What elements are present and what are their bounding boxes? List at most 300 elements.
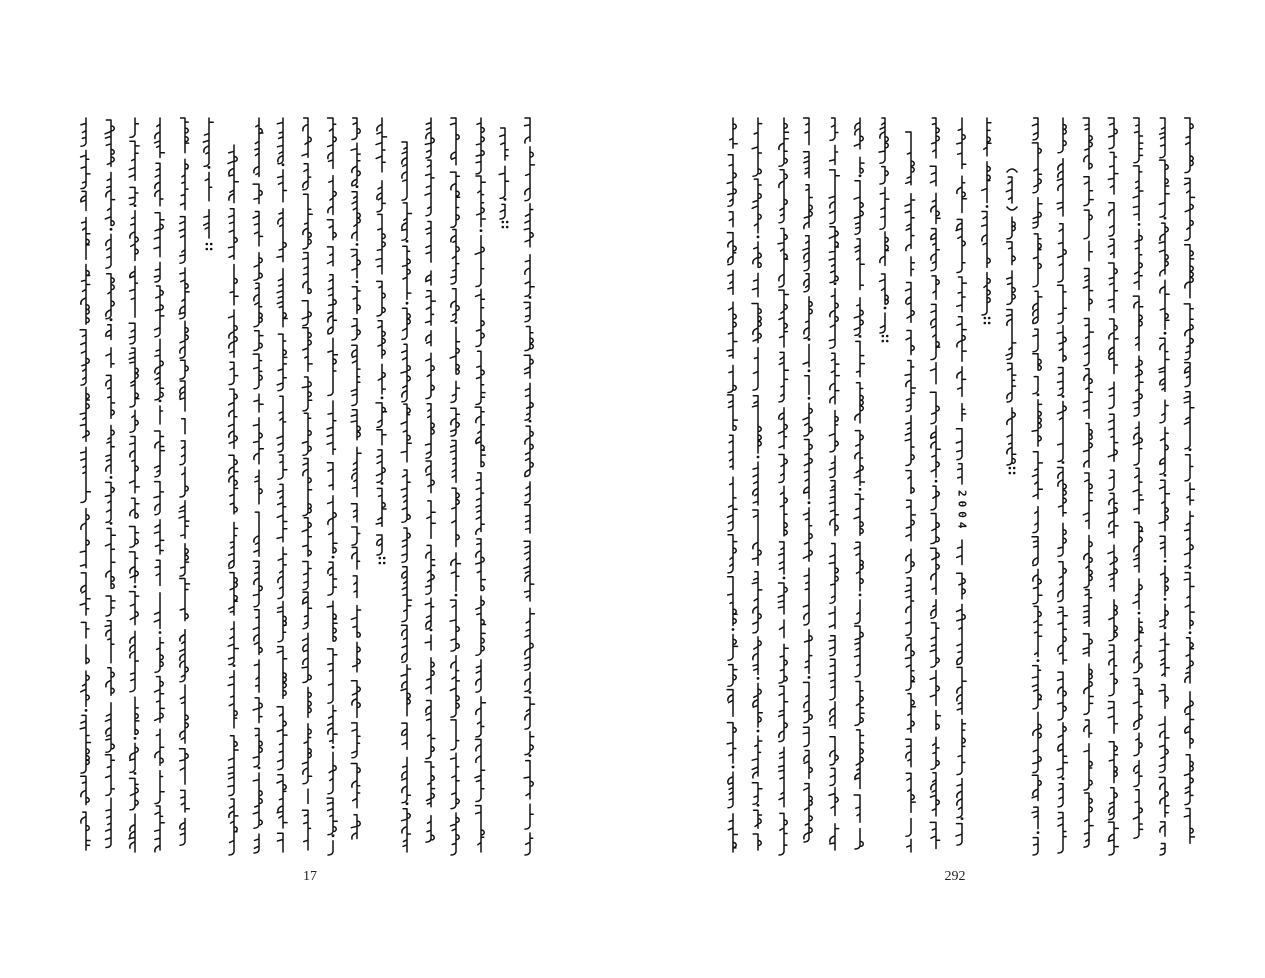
script-word bbox=[327, 401, 336, 454]
script-word bbox=[752, 736, 762, 778]
script-word bbox=[1133, 356, 1143, 416]
script-word bbox=[525, 608, 535, 670]
script-word bbox=[957, 540, 962, 565]
script-word bbox=[906, 500, 915, 541]
script-word bbox=[930, 166, 936, 185]
script-word bbox=[1160, 536, 1165, 557]
script-word bbox=[303, 194, 312, 249]
script-word bbox=[351, 681, 360, 718]
text-column bbox=[1108, 118, 1118, 855]
script-word bbox=[181, 790, 190, 812]
script-word bbox=[957, 176, 967, 212]
script-word bbox=[86, 645, 89, 664]
script-word bbox=[804, 440, 813, 499]
comma-mark bbox=[110, 522, 113, 525]
script-word bbox=[855, 626, 864, 677]
script-word bbox=[450, 600, 459, 651]
script-word bbox=[752, 304, 761, 343]
comma-mark bbox=[935, 480, 938, 483]
year-numeral: 2004 bbox=[955, 490, 969, 533]
script-word bbox=[180, 544, 189, 576]
script-word bbox=[81, 264, 90, 324]
script-word bbox=[854, 118, 863, 149]
script-word bbox=[402, 142, 407, 200]
script-word bbox=[81, 447, 91, 502]
comma-mark bbox=[1138, 223, 1141, 226]
comma-mark bbox=[332, 834, 335, 837]
script-word bbox=[452, 488, 459, 546]
comma-mark bbox=[757, 236, 760, 239]
script-word bbox=[500, 128, 508, 160]
script-word bbox=[804, 185, 812, 229]
script-word bbox=[1058, 813, 1066, 854]
comma-mark bbox=[406, 240, 409, 243]
script-word bbox=[1134, 761, 1142, 787]
script-word bbox=[106, 234, 111, 268]
comma-mark bbox=[1164, 332, 1167, 335]
script-word bbox=[130, 743, 139, 772]
script-word bbox=[277, 396, 286, 452]
script-word bbox=[1083, 369, 1092, 418]
script-word bbox=[401, 344, 410, 402]
script-word bbox=[205, 172, 211, 200]
comma-mark bbox=[356, 243, 359, 246]
script-word bbox=[730, 118, 737, 148]
script-word bbox=[155, 771, 164, 804]
script-word bbox=[778, 583, 787, 614]
full-stop-mark bbox=[1009, 472, 1012, 475]
script-word bbox=[426, 404, 435, 458]
script-word bbox=[830, 737, 838, 765]
script-word bbox=[81, 812, 90, 850]
script-word bbox=[1033, 507, 1038, 533]
script-word bbox=[277, 775, 287, 828]
script-word bbox=[880, 274, 889, 304]
script-word bbox=[906, 283, 915, 323]
script-word bbox=[81, 671, 90, 706]
script-word bbox=[930, 392, 939, 423]
script-word bbox=[204, 210, 209, 238]
script-word bbox=[525, 426, 533, 476]
script-word bbox=[476, 539, 486, 591]
left-page-number: 17 bbox=[303, 869, 317, 884]
script-word bbox=[229, 799, 238, 855]
script-word bbox=[804, 274, 809, 292]
script-word bbox=[229, 455, 238, 514]
script-word bbox=[754, 810, 762, 828]
script-word bbox=[450, 656, 459, 718]
comma-mark bbox=[529, 296, 532, 299]
script-word bbox=[525, 482, 530, 503]
script-word bbox=[752, 118, 762, 176]
script-word bbox=[130, 498, 139, 518]
script-word bbox=[728, 577, 737, 626]
script-word bbox=[1084, 210, 1092, 239]
script-word bbox=[278, 601, 287, 641]
comma-mark bbox=[757, 456, 760, 459]
full-stop-mark bbox=[210, 248, 213, 251]
comma-mark bbox=[406, 302, 409, 305]
text-column bbox=[854, 118, 864, 849]
script-word bbox=[302, 301, 311, 326]
script-word bbox=[753, 462, 758, 505]
script-word bbox=[303, 459, 312, 516]
script-word bbox=[1083, 634, 1092, 656]
script-word bbox=[1058, 523, 1066, 556]
script-word bbox=[830, 768, 835, 785]
script-word bbox=[855, 383, 863, 423]
script-word bbox=[906, 773, 915, 812]
script-word bbox=[277, 118, 283, 164]
script-word bbox=[931, 486, 939, 510]
script-word bbox=[1084, 744, 1092, 790]
script-word bbox=[931, 514, 939, 544]
script-word bbox=[155, 677, 165, 723]
script-word bbox=[982, 162, 991, 203]
script-word bbox=[727, 723, 736, 763]
script-word bbox=[80, 509, 89, 568]
script-word bbox=[254, 512, 259, 556]
comma-mark bbox=[1062, 395, 1065, 398]
comma-mark bbox=[134, 204, 137, 207]
script-word bbox=[160, 406, 163, 424]
text-column bbox=[905, 132, 915, 852]
script-word bbox=[378, 364, 385, 394]
script-word bbox=[1160, 280, 1169, 329]
script-word bbox=[779, 352, 788, 402]
script-word bbox=[830, 145, 838, 164]
script-word bbox=[1108, 545, 1117, 591]
script-word bbox=[426, 331, 431, 346]
script-word bbox=[1134, 522, 1143, 572]
script-word bbox=[728, 665, 737, 687]
script-word bbox=[982, 273, 990, 316]
script-word bbox=[352, 319, 360, 340]
script-word bbox=[228, 736, 238, 796]
script-word bbox=[957, 667, 966, 714]
script-word bbox=[931, 737, 939, 769]
comma-mark bbox=[529, 420, 532, 423]
script-word bbox=[957, 719, 966, 774]
script-word bbox=[958, 464, 962, 484]
script-word bbox=[1058, 784, 1063, 807]
script-word bbox=[1108, 493, 1118, 537]
script-word bbox=[451, 553, 461, 591]
script-word bbox=[425, 160, 434, 216]
comma-mark bbox=[356, 280, 359, 283]
script-word bbox=[1083, 118, 1092, 169]
script-word bbox=[1134, 229, 1142, 289]
comma-mark bbox=[986, 205, 989, 208]
script-word bbox=[829, 607, 835, 629]
script-word bbox=[376, 118, 386, 172]
script-word bbox=[779, 118, 789, 166]
comma-mark bbox=[757, 730, 760, 733]
script-word bbox=[254, 118, 263, 177]
script-word bbox=[728, 270, 733, 294]
full-stop-mark bbox=[502, 226, 505, 229]
script-word bbox=[228, 622, 238, 665]
script-word bbox=[931, 600, 936, 618]
comma-mark bbox=[884, 307, 887, 310]
script-word bbox=[1006, 177, 1012, 203]
script-word bbox=[426, 545, 435, 594]
left-page-text-block bbox=[80, 118, 534, 855]
comma-mark bbox=[1164, 626, 1167, 629]
script-word bbox=[253, 729, 262, 767]
script-word bbox=[1033, 377, 1038, 394]
text-column bbox=[930, 118, 940, 849]
comma-mark bbox=[1164, 217, 1167, 220]
script-word bbox=[855, 682, 864, 726]
script-word bbox=[1033, 712, 1041, 772]
comma-mark bbox=[233, 664, 236, 667]
script-word bbox=[253, 212, 263, 246]
script-word bbox=[780, 620, 785, 638]
comma-mark bbox=[1037, 831, 1040, 834]
script-word bbox=[728, 395, 738, 430]
comma-mark bbox=[381, 482, 384, 485]
script-word bbox=[402, 625, 408, 662]
text-column bbox=[829, 118, 839, 850]
script-word bbox=[957, 779, 962, 818]
script-word bbox=[855, 829, 863, 849]
script-word bbox=[879, 118, 888, 163]
script-word bbox=[1134, 118, 1143, 163]
script-word bbox=[854, 542, 863, 591]
comma-mark bbox=[859, 174, 862, 177]
script-word bbox=[450, 172, 459, 227]
script-word bbox=[779, 747, 784, 807]
script-word bbox=[957, 277, 967, 312]
full-stop-mark bbox=[1013, 472, 1016, 475]
script-word bbox=[451, 441, 457, 483]
script-word bbox=[727, 233, 736, 265]
script-word bbox=[930, 671, 939, 706]
script-word bbox=[1184, 573, 1194, 629]
script-word bbox=[475, 236, 484, 287]
text-column bbox=[956, 118, 967, 845]
script-word bbox=[303, 328, 313, 371]
script-word bbox=[1133, 790, 1142, 838]
script-word bbox=[155, 339, 164, 400]
script-word bbox=[1033, 569, 1042, 604]
script-word bbox=[1187, 483, 1194, 505]
script-word bbox=[1058, 607, 1068, 664]
script-word bbox=[829, 170, 839, 224]
script-word bbox=[855, 600, 860, 624]
script-word bbox=[931, 548, 940, 594]
script-word bbox=[303, 253, 312, 294]
script-word bbox=[1109, 742, 1117, 783]
script-word bbox=[1159, 480, 1169, 531]
comma-mark bbox=[1062, 461, 1065, 464]
script-word bbox=[1058, 118, 1066, 153]
script-word bbox=[476, 289, 485, 346]
script-word bbox=[450, 118, 459, 165]
text-column bbox=[450, 118, 460, 855]
script-word bbox=[984, 118, 991, 156]
text-column bbox=[1159, 118, 1169, 855]
script-word bbox=[426, 816, 434, 843]
script-word bbox=[1032, 807, 1038, 829]
script-word bbox=[525, 732, 534, 755]
script-word bbox=[1185, 245, 1194, 298]
text-column bbox=[475, 118, 486, 852]
script-word bbox=[803, 344, 809, 366]
script-word bbox=[229, 362, 238, 384]
script-word bbox=[377, 430, 386, 445]
script-word bbox=[376, 488, 386, 526]
text-column bbox=[524, 118, 535, 855]
script-word bbox=[930, 822, 939, 848]
script-word bbox=[1133, 166, 1143, 221]
script-word bbox=[81, 150, 90, 188]
script-word bbox=[81, 622, 89, 638]
script-word bbox=[1185, 178, 1195, 240]
script-word bbox=[327, 247, 333, 266]
script-word bbox=[129, 187, 138, 204]
script-word bbox=[906, 739, 911, 766]
script-word bbox=[1108, 414, 1118, 461]
script-word bbox=[106, 375, 115, 418]
script-word bbox=[931, 363, 936, 384]
script-word bbox=[1007, 217, 1015, 239]
script-word bbox=[779, 813, 787, 855]
script-word bbox=[1007, 271, 1016, 305]
script-word bbox=[1159, 633, 1169, 677]
text-column bbox=[425, 118, 435, 842]
script-word bbox=[451, 230, 459, 285]
script-word bbox=[1185, 692, 1194, 748]
text-column bbox=[1057, 118, 1067, 853]
script-word bbox=[129, 348, 139, 407]
script-word bbox=[805, 376, 809, 395]
script-word bbox=[1159, 777, 1169, 817]
script-word bbox=[752, 783, 762, 805]
text-column bbox=[105, 120, 115, 848]
script-word bbox=[351, 143, 360, 186]
script-word bbox=[328, 649, 337, 703]
script-word bbox=[106, 348, 114, 368]
script-word bbox=[155, 431, 165, 477]
full-stop-mark bbox=[383, 557, 386, 560]
script-word bbox=[81, 776, 90, 804]
text-column bbox=[302, 118, 312, 850]
script-word bbox=[1109, 203, 1114, 236]
script-word bbox=[255, 470, 262, 504]
script-word bbox=[1033, 291, 1042, 323]
script-word bbox=[957, 367, 966, 397]
script-word bbox=[1134, 733, 1142, 756]
script-word bbox=[753, 510, 762, 565]
script-word bbox=[302, 518, 311, 557]
script-word bbox=[1185, 455, 1193, 481]
script-word bbox=[182, 419, 185, 434]
script-word bbox=[524, 761, 533, 799]
script-word bbox=[328, 841, 333, 855]
script-word bbox=[155, 286, 164, 337]
comma-mark bbox=[1037, 659, 1040, 662]
full-stop-mark bbox=[206, 248, 209, 251]
script-word bbox=[277, 833, 283, 852]
script-word bbox=[829, 456, 835, 478]
script-word bbox=[525, 147, 535, 201]
script-word bbox=[353, 576, 357, 598]
script-word bbox=[854, 494, 864, 535]
script-word bbox=[856, 341, 865, 376]
script-word bbox=[779, 290, 789, 347]
comma-mark bbox=[732, 766, 735, 769]
script-word bbox=[1007, 363, 1016, 402]
script-word bbox=[426, 701, 435, 759]
script-word bbox=[180, 441, 185, 465]
script-word bbox=[1033, 329, 1038, 352]
script-word bbox=[377, 281, 386, 316]
comma-mark bbox=[282, 163, 285, 166]
script-word bbox=[1185, 363, 1191, 387]
script-word bbox=[129, 527, 138, 548]
script-word bbox=[253, 561, 262, 607]
script-word bbox=[779, 408, 788, 449]
script-word bbox=[905, 194, 915, 251]
script-word bbox=[1058, 285, 1067, 323]
comma-mark bbox=[808, 338, 811, 341]
script-word bbox=[1084, 664, 1093, 715]
script-word bbox=[352, 118, 360, 140]
script-word bbox=[80, 330, 89, 385]
script-word bbox=[476, 596, 486, 655]
script-word bbox=[451, 381, 460, 402]
script-word bbox=[752, 273, 758, 297]
comma-mark bbox=[1138, 612, 1141, 615]
text-column bbox=[982, 118, 991, 324]
text-column bbox=[1006, 169, 1017, 474]
script-word bbox=[1133, 679, 1143, 730]
full-stop-mark bbox=[984, 322, 987, 325]
script-word bbox=[500, 204, 505, 219]
script-word bbox=[328, 562, 337, 595]
script-word bbox=[476, 660, 481, 692]
script-word bbox=[803, 403, 812, 436]
script-word bbox=[278, 547, 287, 598]
comma-mark bbox=[808, 369, 811, 372]
script-word bbox=[907, 839, 911, 852]
script-word bbox=[499, 166, 508, 198]
script-word bbox=[327, 463, 333, 490]
script-word bbox=[1133, 468, 1143, 514]
full-stop-mark bbox=[882, 335, 885, 338]
script-word bbox=[1084, 535, 1092, 587]
parenthesis-mark bbox=[1007, 207, 1017, 210]
script-word bbox=[779, 170, 787, 223]
script-word bbox=[179, 501, 189, 539]
script-word bbox=[278, 455, 287, 479]
script-word bbox=[728, 772, 733, 808]
script-word bbox=[1160, 118, 1165, 158]
script-word bbox=[779, 686, 788, 741]
script-word bbox=[351, 345, 360, 405]
script-word bbox=[524, 204, 533, 247]
script-word bbox=[727, 155, 736, 207]
comma-mark bbox=[859, 488, 862, 491]
comma-mark bbox=[529, 754, 532, 757]
script-word bbox=[475, 739, 485, 801]
script-word bbox=[476, 806, 485, 852]
script-word bbox=[525, 672, 530, 691]
script-word bbox=[1033, 354, 1041, 370]
script-word bbox=[1084, 590, 1092, 627]
